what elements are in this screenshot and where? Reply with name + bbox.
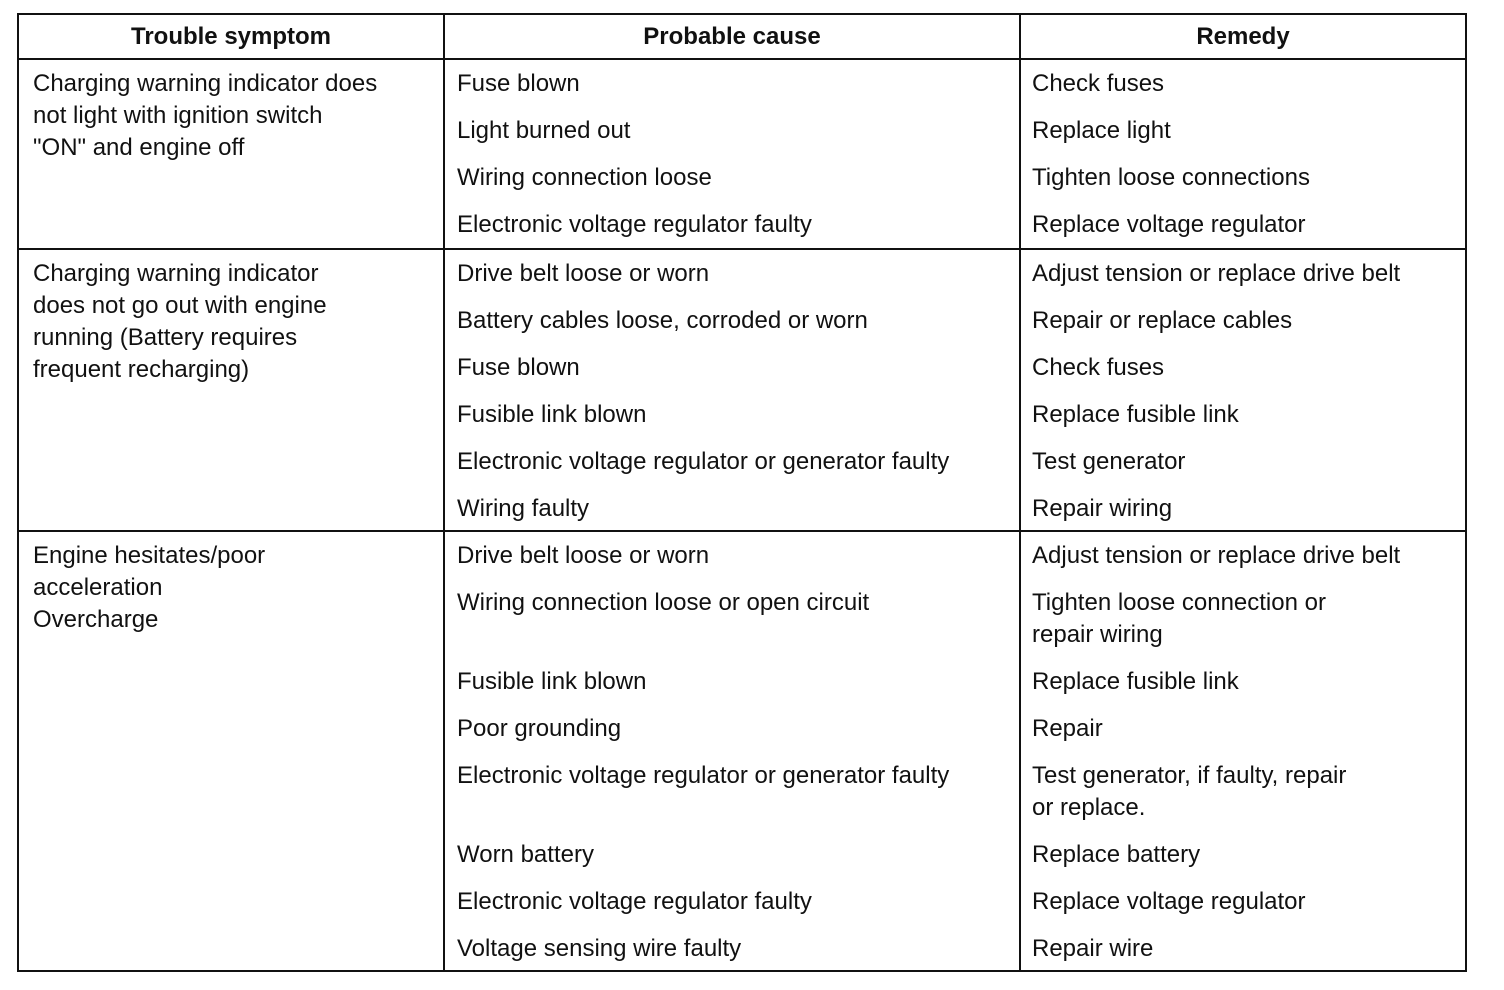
remedy: Replace voltage regulator	[1032, 888, 1306, 915]
probable-cause: Fuse blown	[457, 70, 580, 97]
probable-cause: Electronic voltage regulator faulty	[457, 888, 812, 915]
probable-cause: Voltage sensing wire faulty	[457, 935, 742, 962]
probable-cause: Wiring connection loose	[457, 164, 712, 191]
remedy: Repair wiring	[1032, 495, 1173, 522]
probable-cause: Battery cables loose, corroded or worn	[457, 307, 868, 334]
header-trouble-symptom: Trouble symptom	[130, 22, 332, 50]
probable-cause: Electronic voltage regulator or generator faulty	[457, 762, 950, 789]
probable-cause: Drive belt loose or worn	[457, 260, 710, 287]
probable-cause: Wiring faulty	[457, 495, 590, 522]
troubleshooting-table	[17, 13, 1467, 972]
remedy: Replace light	[1032, 117, 1171, 144]
header-remedy: Remedy	[1196, 22, 1290, 50]
probable-cause: Fusible link blown	[457, 668, 647, 695]
remedy: Repair or replace cables	[1032, 307, 1293, 334]
remedy: Repair wire	[1032, 935, 1154, 962]
probable-cause: Poor grounding	[457, 715, 622, 742]
remedy: Replace fusible link	[1032, 668, 1239, 695]
probable-cause: Fuse blown	[457, 354, 580, 381]
table-header	[19, 15, 1465, 60]
probable-cause: Worn battery	[457, 841, 594, 868]
trouble-symptom: Charging warning indicator does not go out with engine running (Battery requires frequent recharging)	[33, 260, 327, 383]
remedy: Adjust tension or replace drive belt	[1032, 260, 1401, 287]
remedy: Replace voltage regulator	[1032, 211, 1306, 238]
probable-cause: Wiring connection loose or open circuit	[457, 589, 870, 616]
trouble-symptom: Charging warning indicator does not light with ignition switch "ON" and engine off	[33, 70, 378, 161]
symptom-group-3	[19, 532, 1465, 970]
remedy: Replace fusible link	[1032, 401, 1239, 428]
probable-cause: Drive belt loose or worn	[457, 542, 710, 569]
remedy: Tighten loose connections	[1032, 164, 1310, 191]
remedy: Check fuses	[1032, 70, 1165, 97]
probable-cause: Fusible link blown	[457, 401, 647, 428]
remedy: Tighten loose connection or repair wiring	[1032, 589, 1326, 648]
probable-cause: Light burned out	[457, 117, 631, 144]
remedy: Test generator, if faulty, repair or replace.	[1032, 762, 1347, 821]
trouble-symptom: Engine hesitates/poor acceleration Overcharge	[33, 542, 266, 633]
remedy: Adjust tension or replace drive belt	[1032, 542, 1401, 569]
symptom-group-2	[19, 250, 1465, 530]
symptom-group-1	[19, 60, 1465, 248]
remedy: Repair	[1032, 715, 1103, 742]
remedy: Test generator	[1032, 448, 1186, 475]
remedy: Replace battery	[1032, 841, 1201, 868]
header-probable-cause: Probable cause	[643, 22, 821, 50]
remedy: Check fuses	[1032, 354, 1165, 381]
probable-cause: Electronic voltage regulator or generator faulty	[457, 448, 950, 475]
probable-cause: Electronic voltage regulator faulty	[457, 211, 812, 238]
